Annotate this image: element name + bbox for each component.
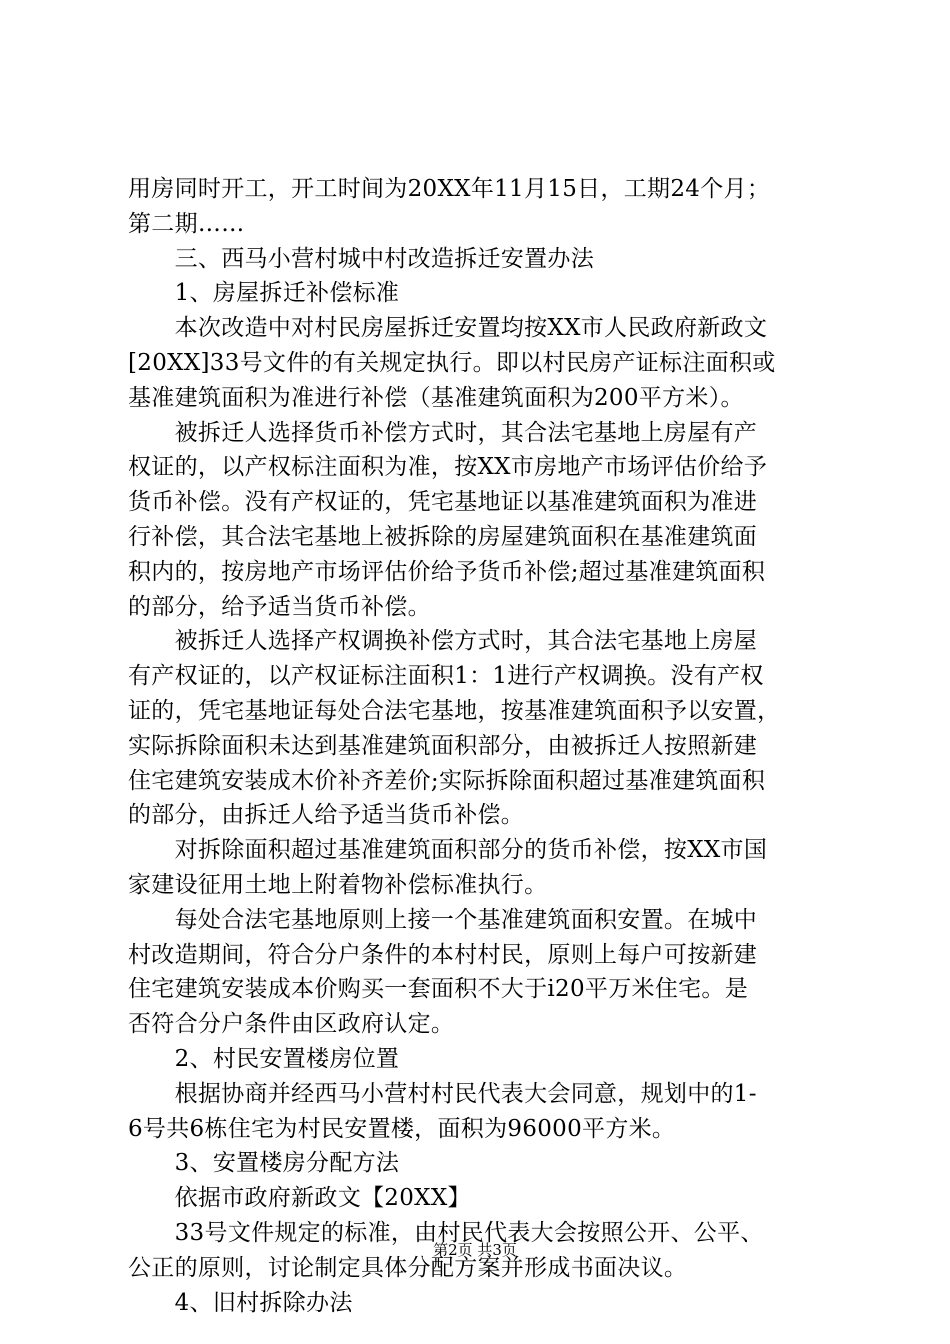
- subsection-heading: 3、安置楼房分配方法: [128, 1150, 400, 1177]
- text-line: 有产权证的，以产权证标注面积1：1进行产权调换。没有产权: [128, 663, 764, 690]
- text-line: 被拆迁人选择产权调换补偿方式时，其合法宅基地上房屋: [128, 628, 758, 655]
- document-body: [128, 172, 828, 1320]
- text-line: 第二期……: [128, 210, 245, 237]
- text-line: 否符合分户条件由区政府认定。: [128, 1011, 455, 1038]
- text-line: 每处合法宅基地原则上接一个基准建筑面积安置。在城中: [128, 906, 758, 933]
- text-line: 对拆除面积超过基准建筑面积部分的货币补偿，按XX市国: [128, 837, 768, 864]
- text-line: 6号共6栋住宅为村民安置楼，面积为96000平方米。: [128, 1115, 676, 1142]
- text-line: 被拆迁人选择货币补偿方式时，其合法宅基地上房屋有产: [128, 419, 758, 446]
- section-heading: 三、西马小营村城中村改造拆迁安置办法: [128, 245, 594, 272]
- subsection-heading: 4、旧村拆除办法: [128, 1289, 353, 1316]
- text-line: [20XX]33号文件的有关规定执行。即以村民房产证标注面积或: [128, 349, 776, 376]
- text-line: 本次改造中对村民房屋拆迁安置均按XX市人民政府新政文: [128, 315, 768, 342]
- text-line: 的部分，由拆迁人给予适当货币补偿。: [128, 802, 525, 829]
- text-line: 货币补偿。没有产权证的，凭宅基地证以基准建筑面积为准进: [128, 489, 758, 516]
- text-line: 村改造期间，符合分户条件的本村村民，原则上每户可按新建: [128, 941, 758, 968]
- text-line: 实际拆除面积未达到基准建筑面积部分，由被拆迁人按照新建: [128, 732, 758, 759]
- text-line: 33号文件规定的标准，由村民代表大会按照公开、公平、: [128, 1219, 764, 1246]
- text-line: 的部分，给予适当货币补偿。: [128, 593, 431, 620]
- page-number-footer: 第2页 共3页: [433, 1241, 517, 1259]
- subsection-heading: 1、房屋拆迁补偿标准: [128, 280, 400, 307]
- text-line: 根据协商并经西马小营村村民代表大会同意，规划中的1-: [128, 1080, 757, 1107]
- text-line: 公正的原则，讨论制定具体分配方案并形成书面决议。: [128, 1254, 688, 1281]
- text-line: 依据市政府新政文【20XX】: [128, 1185, 471, 1212]
- text-line: 行补偿，其合法宅基地上被拆除的房屋建筑面积在基准建筑面: [128, 523, 758, 550]
- text-line: 用房同时开工，开工时间为20XX年11月15日，工期24个月；: [128, 176, 771, 202]
- text-line: 住宅建筑安装成木价补齐差价;实际拆除面积超过基准建筑面积: [128, 767, 766, 794]
- text-line: 证的，凭宅基地证每处合法宅基地，按基准建筑面积予以安置，: [128, 697, 781, 724]
- text-line: 积内的，按房地产市场评估价给予货币补偿;超过基准建筑面积: [128, 558, 766, 585]
- text-line: 权证的，以产权标注面积为准，按XX市房地产市场评估价给予: [128, 454, 768, 481]
- text-line: 家建设征用土地上附着物补偿标准执行。: [128, 871, 548, 898]
- text-line: 住宅建筑安装成本价购买一套面积不大于i20平万米住宅。是: [128, 976, 749, 1003]
- text-line: 基准建筑面积为准进行补偿（基准建筑面积为200平方米）。: [128, 384, 744, 411]
- subsection-heading: 2、村民安置楼房位置: [128, 1045, 400, 1072]
